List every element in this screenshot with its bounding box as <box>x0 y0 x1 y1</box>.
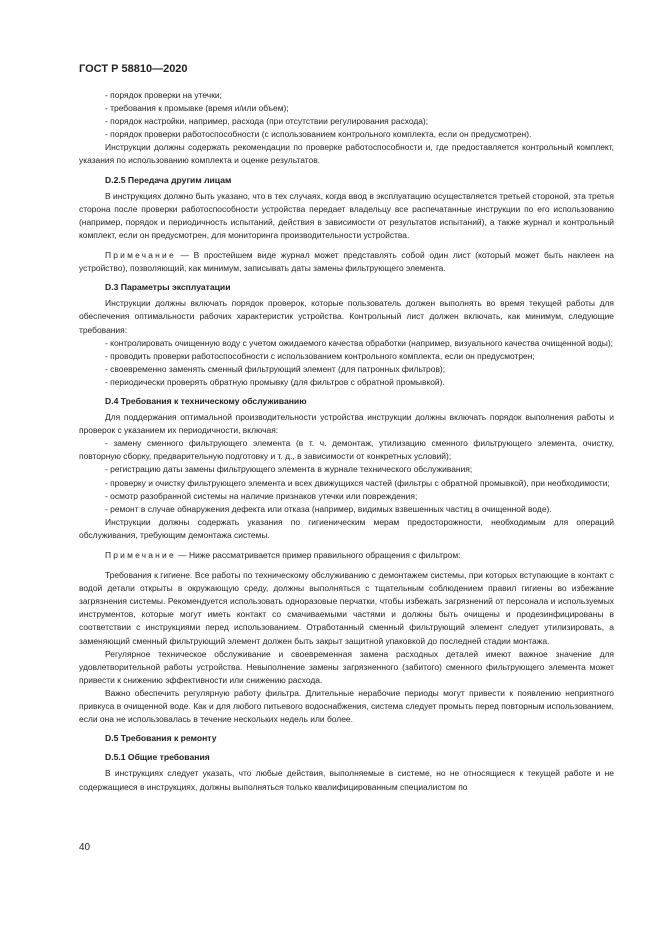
list-item: - порядок проверки работоспособности (с использованием контрольного комплекта, если он предусмотрен). <box>105 129 532 140</box>
section-heading: D.4 Требования к техническому обслуживанию <box>105 395 307 406</box>
paragraph: Инструкции должны содержать рекомендации по проверке работоспособности и, где предоставляется контрольный комплект, указания по использованию комплекта и оценке результатов. <box>79 142 614 166</box>
paragraph: Для поддержания оптимальной производительности устройства инструкции должны включать порядок выполнения работы и проверок с указанием их периодичности, включая: <box>79 412 614 436</box>
section-heading: D.5 Требования к ремонту <box>105 733 217 744</box>
list-item: - периодически проверять обратную промывку (для фильтров с обратной промывкой). <box>105 376 445 387</box>
section-heading: D.2.5 Передача другим лицам <box>105 174 232 185</box>
note-text: — Ниже рассматривается пример правильного обращения с фильтром: <box>175 550 461 560</box>
paragraph: Инструкции должны содержать указания по гигиеническим мерам предосторожности, необходимым для операций обслуживания, требующим демонтажа системы. <box>79 516 614 540</box>
section-heading: D.5.1 Общие требования <box>105 752 210 763</box>
paragraph: Регулярное техническое обслуживание и своевременная замена расходных деталей имеют важное значение для удовлетворительной работы устройства. Невыполнение замены загрязненного (забитого) сменного фильтрующего элемента может привести к снижению эффективности или снижению расхода. <box>79 648 614 685</box>
list-item: - порядок настройки, например, расхода (при отсутствии регулирования расхода); <box>105 116 429 127</box>
section-heading: D.3 Параметры эксплуатации <box>105 282 231 293</box>
list-item: - своевременно заменять сменный фильтрующий элемент (для патронных фильтров); <box>105 363 446 374</box>
note-text: — В простейшем виде журнал может представлять собой один лист (который может быть наклеен на устройство), позволяющий, как минимум, записывать даты замены фильтрующего элемента. <box>79 250 614 274</box>
paragraph: Инструкции должны включать порядок проверок, которые пользователь должен выполнять во время текущей работы для обеспечения оптимальности рабочих характеристик устройства. Контрольный лист должен включать, как минимум, следующие требования: <box>79 298 614 335</box>
paragraph: В инструкциях должно быть указано, что в тех случаях, когда ввод в эксплуатацию осуществляется третьей стороной, эта третья сторона после проверки работоспособности устройства передает владельцу все распечатанные инструкции по его использованию (например, порядок и периодичность испытаний, действия в зависимости от результатов испытаний), а также журнал и контрольный комплект, если он предусмотрен, для мониторинга производительности устройства. <box>79 190 614 240</box>
document-body <box>79 89 614 794</box>
list-item: - проводить проверки работоспособности с использованием контрольного комплекта, если он предусмотрен; <box>105 350 535 361</box>
document-header: ГОСТ Р 58810—2020 <box>79 63 188 75</box>
page-number: 40 <box>79 842 91 853</box>
paragraph: Требования к гигиене. Все работы по техническому обслуживанию с демонтажем системы, при которых вступающие в контакт с водой детали открыты в окружающую среду, должны выполняться с тщательным соблюдением правил гигиены во избежание загрязнения системы. Рекомендуется использовать одноразовые перчатки, чтобы избежать загрязнений от персонала и используемых инструментов, которые могут иметь контакт со смачиваемыми частями и должны быть очищены и продезинфицированы в соответствии с инструкциями перед использованием. Отработанный сменный фильтрующий элемент следует утилизировать, а заменяющий сменный фильтрующий элемент должен быть закрыт защитной упаковкой до последней стадии монтажа. <box>79 570 614 646</box>
list-item: - регистрацию даты замены фильтрующего элемента в журнале технического обслуживания; <box>105 464 473 475</box>
list-item: - проверку и очистку фильтрующего элемента и всех движущихся частей (фильтры с обратной промывкой), при необходимости; <box>105 477 610 488</box>
list-item: - требования к промывке (время и/или объем); <box>105 103 289 114</box>
paragraph: Важно обеспечить регулярную работу фильтра. Длительные нерабочие периоды могут привести к появлению неприятного привкуса в очищенной воде. Как и для любого питьевого водоснабжения, система следует промыть перед повторным использованием, если она не использовалась в течение нескольких недель или более. <box>79 687 614 725</box>
note-label: Примечание <box>105 550 176 560</box>
paragraph: В инструкциях следует указать, что любые действия, выполняемые в системе, но не относящиеся к текущей работе и не содержащиеся в инструкциях, должны выполняться только квалифицированным специалистом по <box>79 768 614 792</box>
note-paragraph <box>79 549 614 562</box>
list-item: - порядок проверки на утечки; <box>105 90 222 100</box>
list-item: - замену сменного фильтрующего элемента (в т. ч. демонтаж, утилизацию сменного фильтрующего элемента, очистку, повторную сборку, предварительную подготовку и т. д., в зависимости от конкретных условий); <box>79 438 614 462</box>
note-paragraph <box>79 249 614 275</box>
list-item: - ремонт в случае обнаружения дефекта или отказа (например, видимых взвешенных частиц в очищенной воде). <box>105 503 552 514</box>
note-label: Примечание <box>105 250 176 261</box>
list-item: - контролировать очищенную воду с учетом ожидаемого качества обработки (например, визуального качества очищенной воды); <box>105 337 613 348</box>
list-item: - осмотр разобранной системы на наличие признаков утечки или повреждения; <box>105 490 418 501</box>
